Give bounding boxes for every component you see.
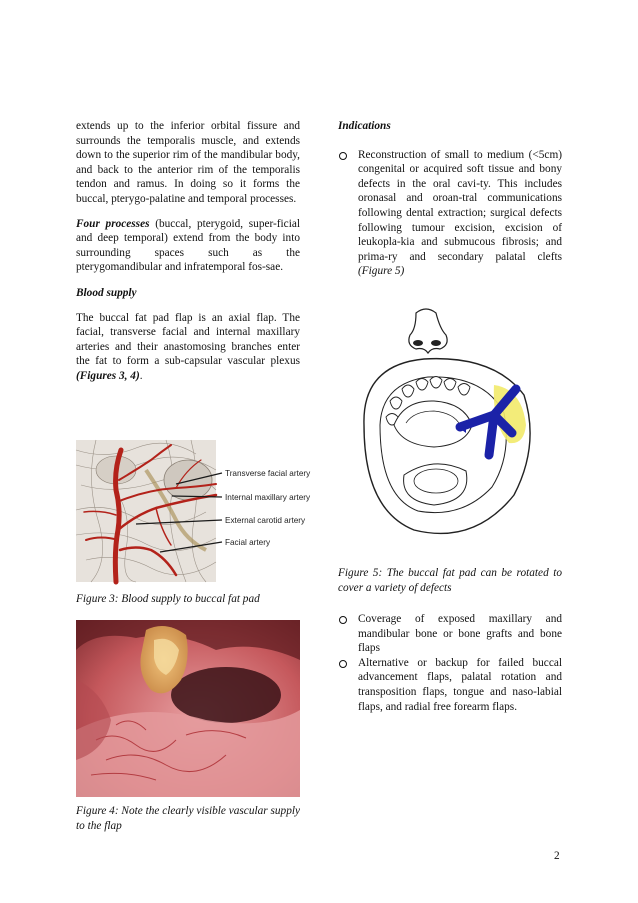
- indications-heading: Indications: [338, 120, 391, 132]
- intraoral-photo-svg: [76, 620, 300, 797]
- label-internal-maxillary-artery: Internal maxillary artery: [225, 493, 311, 502]
- right-column: [338, 119, 562, 279]
- artery-diagram-svg: [76, 440, 311, 582]
- indications-list-bottom: [338, 612, 562, 714]
- indication-coverage: Coverage of exposed maxillary and mandibular bone or bone grafts and bone flaps: [358, 613, 562, 655]
- label-facial-artery: Facial artery: [225, 538, 271, 547]
- bullet-icon: [339, 152, 347, 160]
- label-transverse-facial-artery: Transverse facial artery: [225, 469, 311, 478]
- figure-4-intraoral-photo: [76, 620, 300, 797]
- blood-supply-end: .: [139, 369, 143, 382]
- indication-reconstruction: Reconstruction of small to medium (<5cm) congenital or acquired soft tissue and bony defects in the oral cavi-ty. This includes oronasal and oroan-tral communications following dental extraction; surgical defects following tumour excision, excision of leukopla-kia and submucous fibrosis; and prima-ry and secondary palatal clefts: [358, 148, 562, 263]
- blood-supply-text: The buccal fat pad flap is an axial flap. The facial, transverse facial and internal maxillary arteries and their anastomosing branches enter the fat to form a sub-capsular vascular plexus: [76, 311, 300, 368]
- paragraph-blood-supply: [76, 311, 300, 384]
- paragraph-anatomy: extends up to the inferior orbital fissure and surrounds the temporalis muscle, and extends down to the superior rim of the mandibular body, and back to the anterior rim of the temporalis tendon and ramus. In doing so it forms the buccal, pterygo-palatine and temporal processes.: [76, 120, 300, 205]
- figure-5-mouth-diagram: [354, 305, 546, 555]
- figure-5-ref: (Figure 5): [358, 265, 405, 278]
- label-external-carotid-artery: External carotid artery: [225, 516, 306, 525]
- bullet-icon: [339, 660, 347, 668]
- mouth-diagram-svg: [354, 305, 546, 555]
- bullet-icon: [339, 616, 347, 624]
- figure-3-4-ref: (Figures 3, 4): [76, 369, 140, 382]
- list-item: [338, 612, 562, 656]
- list-item: [338, 148, 562, 279]
- figure-3-artery-illustration: [76, 440, 311, 582]
- left-column: [76, 119, 300, 384]
- processes-text: (buccal, pterygoid, super-ficial and deep temporal) extend from the body into surrounding spaces such as the pterygomandibular and infratemporal fos-sae.: [76, 217, 300, 274]
- figure-4-caption: Figure 4: Note the clearly visible vascular supply to the flap: [76, 805, 300, 832]
- page-number: 2: [554, 850, 560, 862]
- processes-lead: Four processes: [76, 217, 150, 230]
- indication-alternative: Alternative or backup for failed buccal advancement flaps, palatal rotation and transposition flaps, tongue and naso-labial flaps, and radial free forearm flaps.: [358, 656, 562, 713]
- figure-3-caption: Figure 3: Blood supply to buccal fat pad: [76, 593, 260, 605]
- paragraph-processes: [76, 217, 300, 275]
- figure-5-caption: Figure 5: The buccal fat pad can be rotated to cover a variety of defects: [338, 567, 562, 594]
- blood-supply-heading: Blood supply: [76, 286, 137, 299]
- right-column-lower: [338, 612, 562, 714]
- list-item: [338, 656, 562, 714]
- indications-list-top: [338, 148, 562, 279]
